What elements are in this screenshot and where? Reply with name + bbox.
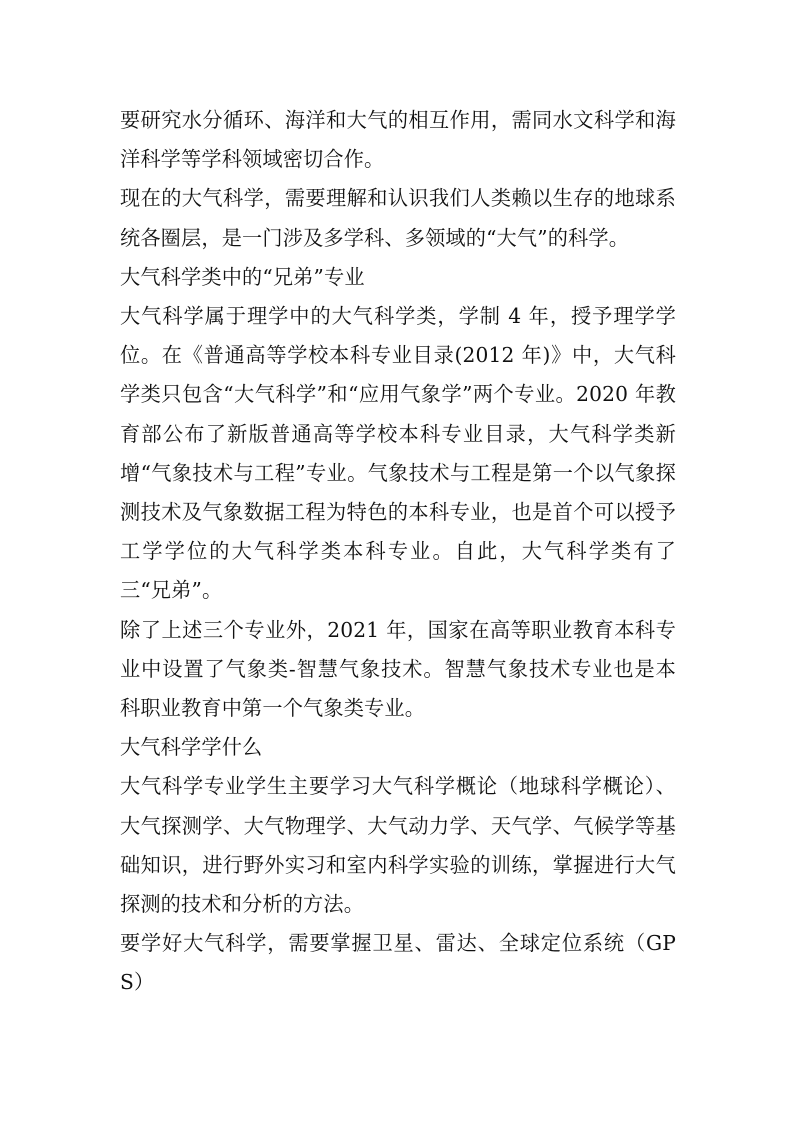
section-heading-brother-majors: 大气科学类中的“兄弟”专业 <box>120 264 365 289</box>
paragraph-major-catalog: 大气科学属于理学中的大气科学类，学制 4 年，授予理学学位。在《普通高等学校本科专业目录(2012 年)》中，大气科学类只包含“大气科学”和“应用气象学”两个专业。2020 年教育部公布了新版普通高等学校本科专业目录，大气科学类新增“气象技术与工程”专业。气象技术与工程是第一个以气象探测技术及气象数据工程为特色的本科专业，也是首个可以授予工学学位的大气科学类本科专业。自此，大气科学类有了三“兄弟”。 <box>120 304 676 603</box>
paragraph-water-cycle: 要研究水分循环、海洋和大气的相互作用，需同水文科学和海洋科学等学科领域密切合作。 <box>120 108 676 172</box>
document-body <box>120 101 676 1003</box>
paragraph-curriculum: 大气科学专业学生主要学习大气科学概论（地球科学概论）、大气探测学、大气物理学、大气动力学、天气学、气候学等基础知识，进行野外实习和室内科学实验的训练，掌握进行大气探测的技术和分析的方法。 <box>120 774 676 917</box>
section-heading-curriculum: 大气科学学什么 <box>120 735 263 760</box>
paragraph-vocational-major: 除了上述三个专业外，2021 年，国家在高等职业教育本科专业中设置了气象类-智慧气象技术。智慧气象技术专业也是本科职业教育中第一个气象类专业。 <box>120 617 676 721</box>
paragraph-skills: 要学好大气科学，需要掌握卫星、雷达、全球定位系统（GPS） <box>120 931 676 995</box>
paragraph-modern-atmospheric-science: 现在的大气科学，需要理解和认识我们人类赖以生存的地球系统各圈层，是一门涉及多学科、多领域的“大气”的科学。 <box>120 186 676 250</box>
